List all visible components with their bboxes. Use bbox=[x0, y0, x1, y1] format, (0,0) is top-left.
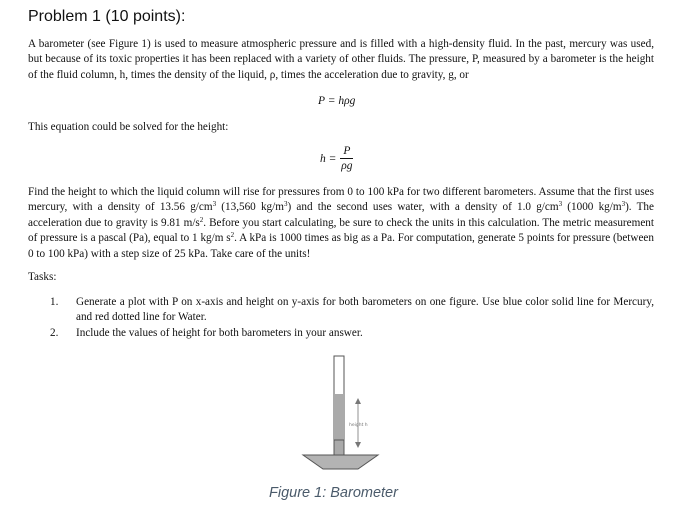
pressure-equation: P = hρg bbox=[318, 95, 356, 107]
superscript-2: 2 bbox=[199, 215, 204, 224]
figure-caption: Figure 1: Barometer bbox=[269, 485, 398, 501]
task-text: Generate a plot with P on x-axis and height on y-axis for both barometers on one figure. Use blue color solid line for Mercury, and red dotted line for Water. bbox=[76, 296, 654, 323]
barometer-tube bbox=[334, 356, 344, 452]
task-number: 2. bbox=[50, 327, 59, 340]
barometer-drawing bbox=[303, 356, 378, 469]
problem-text-2: (13,560 kg/m bbox=[216, 201, 284, 214]
barometer-reservoir bbox=[303, 455, 378, 469]
height-label: height h bbox=[349, 423, 368, 428]
problem-text-6: . Before you start calculating, be sure to check the units in this calculation. The metric measurement of pressure is a pascal (Pa), equal to 1 kg/m s bbox=[28, 216, 654, 245]
superscript-2: 2 bbox=[230, 231, 235, 240]
superscript-3: 3 bbox=[283, 200, 288, 209]
task-item bbox=[50, 326, 654, 341]
intro-paragraph: A barometer (see Figure 1) is used to measure atmospheric pressure and is filled with a high-density fluid. In the past, mercury was used, but because of its toxic properties it has been replaced with a variety of other fluids. The pressure, P, measured by a barometer is the height of the fluid column, h, times the density of the liquid, ρ, times the acceleration due to gravity, g, or bbox=[28, 38, 654, 81]
superscript-3: 3 bbox=[212, 200, 217, 209]
height-arrow-head-bottom bbox=[355, 442, 361, 448]
fraction-denominator: ρg bbox=[341, 160, 353, 172]
problem-text-1: Find the height to which the liquid column will rise for pressures from 0 to 100 kPa for two different barometers. Assume that the first uses mercury, with a density of 13.56 g/cm bbox=[28, 186, 654, 214]
problem-heading: Problem 1 (10 points): bbox=[28, 8, 186, 25]
fraction-numerator: P bbox=[340, 145, 353, 159]
problem-text-3: ) and the second uses water, with a density of 1.0 g/cm bbox=[287, 201, 559, 214]
problem-text-7: . A kPa is 1000 times as big as a Pa. For computation, generate 5 points for pressure (between 0 to 100 kPa) with a step size of 25 kPa. Take care of the units! bbox=[28, 232, 654, 260]
barometer-stem bbox=[334, 440, 344, 456]
tasks-label: Tasks: bbox=[28, 271, 57, 283]
tasks-list bbox=[50, 295, 654, 343]
task-item bbox=[50, 295, 654, 324]
superscript-3: 3 bbox=[558, 200, 563, 209]
task-number: 1. bbox=[50, 296, 59, 308]
task-text: Include the values of height for both barometers in your answer. bbox=[76, 327, 363, 340]
height-equation-lhs: h = bbox=[320, 152, 337, 165]
problem-text-5: ). The acceleration due to gravity is 9.81 m/s bbox=[28, 201, 654, 229]
problem-paragraph bbox=[28, 185, 654, 262]
height-arrow-head-top bbox=[355, 398, 361, 404]
problem-text-4: (1000 kg/m bbox=[562, 201, 622, 214]
barometer-fluid-column bbox=[335, 394, 343, 452]
solve-text: This equation could be solved for the height: bbox=[28, 121, 229, 133]
superscript-3: 3 bbox=[621, 200, 626, 209]
height-equation-fraction bbox=[340, 145, 353, 172]
height-equation bbox=[320, 145, 353, 172]
